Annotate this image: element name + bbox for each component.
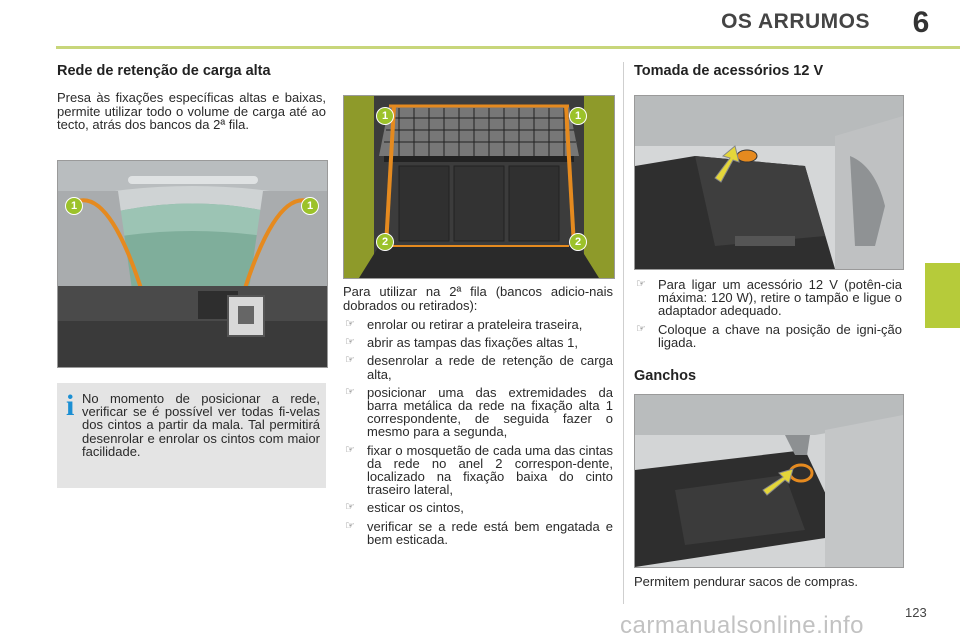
cargo-net-roof-photo (57, 160, 328, 368)
pointer-icon: ☞ (345, 318, 355, 330)
list-item: ☞ abrir as tampas das fixações altas 1, (345, 335, 578, 351)
list-item: ☞ posicionar uma das extremidades da barra metálica da rede na fixação alta 1 correspondente, de seguida fazer o mesmo para a segunda, (345, 384, 613, 440)
list-item: ☞ verificar se a rede está bem engatada e bem esticada. (345, 518, 613, 547)
socket-photo (634, 95, 904, 270)
pointer-icon: ☞ (345, 354, 355, 367)
callout-label: 2 (376, 233, 394, 251)
hooks-photo (634, 394, 904, 568)
pointer-icon: ☞ (636, 322, 646, 335)
chapter-title: OS ARRUMOS (721, 10, 870, 33)
watermark: carmanualsonline.info (620, 612, 864, 639)
list-item: ☞ Coloque a chave na posição de igni-ção ligada. (636, 321, 902, 350)
chapter-number: 6 (912, 6, 930, 39)
cargo-net-usage-intro: Para utilizar na 2ª fila (bancos adicio-nais dobrados ou retirados): (343, 284, 613, 313)
info-icon: i (66, 389, 75, 422)
callout-label: 2 (569, 233, 587, 251)
list-item: ☞ esticar os cintos, (345, 500, 464, 516)
socket-steps (634, 278, 902, 354)
cargo-net-intro: Presa às fixações específicas altas e baixas, permite utilizar todo o volume de carga até ao tecto, atrás dos bancos da 2ª fila. (57, 90, 326, 132)
info-box (57, 383, 326, 488)
section-heading-hooks: Ganchos (634, 368, 697, 384)
list-item: ☞ Para ligar um acessório 12 V (potên-cia máxima: 120 W), retire o tampão e ligue o adaptador adequado. (636, 277, 902, 319)
callout-label: 1 (301, 197, 319, 215)
callout-label: 1 (65, 197, 83, 215)
chapter-tab (925, 263, 960, 328)
hooks-caption: Permitem pendurar sacos de compras. (634, 574, 858, 589)
header-rule (56, 46, 960, 49)
pointer-icon: ☞ (345, 443, 355, 456)
pointer-icon: ☞ (345, 519, 355, 532)
callout-label: 1 (376, 107, 394, 125)
cargo-net-trunk-photo (343, 95, 615, 279)
list-item: ☞ fixar o mosquetão de cada uma das cintas da rede no anel 2 correspon-dente, localizado na fixação baixa do cinto traseiro lateral, (345, 442, 613, 498)
list-item: ☞ enrolar ou retirar a prateleira traseira, (345, 317, 583, 332)
list-item: ☞ desenrolar a rede de retenção de carga alta, (345, 353, 613, 382)
pointer-icon: ☞ (345, 385, 355, 398)
column-divider (623, 62, 624, 604)
pointer-icon: ☞ (345, 336, 355, 349)
info-text: No momento de posicionar a rede, verificar se é possível ver todas fi-velas dos cintos a partir da mala. Tal permitirá desenrolar e enrolar os cintos com maior facilidade. (82, 391, 320, 459)
pointer-icon: ☞ (345, 501, 355, 514)
section-heading-cargo-net: Rede de retenção de carga alta (57, 63, 271, 79)
callout-label: 1 (569, 107, 587, 125)
section-heading-socket: Tomada de acessórios 12 V (634, 63, 824, 79)
cargo-net-steps (343, 318, 613, 551)
pointer-icon: ☞ (636, 278, 646, 290)
page-number: 123 (905, 605, 927, 620)
